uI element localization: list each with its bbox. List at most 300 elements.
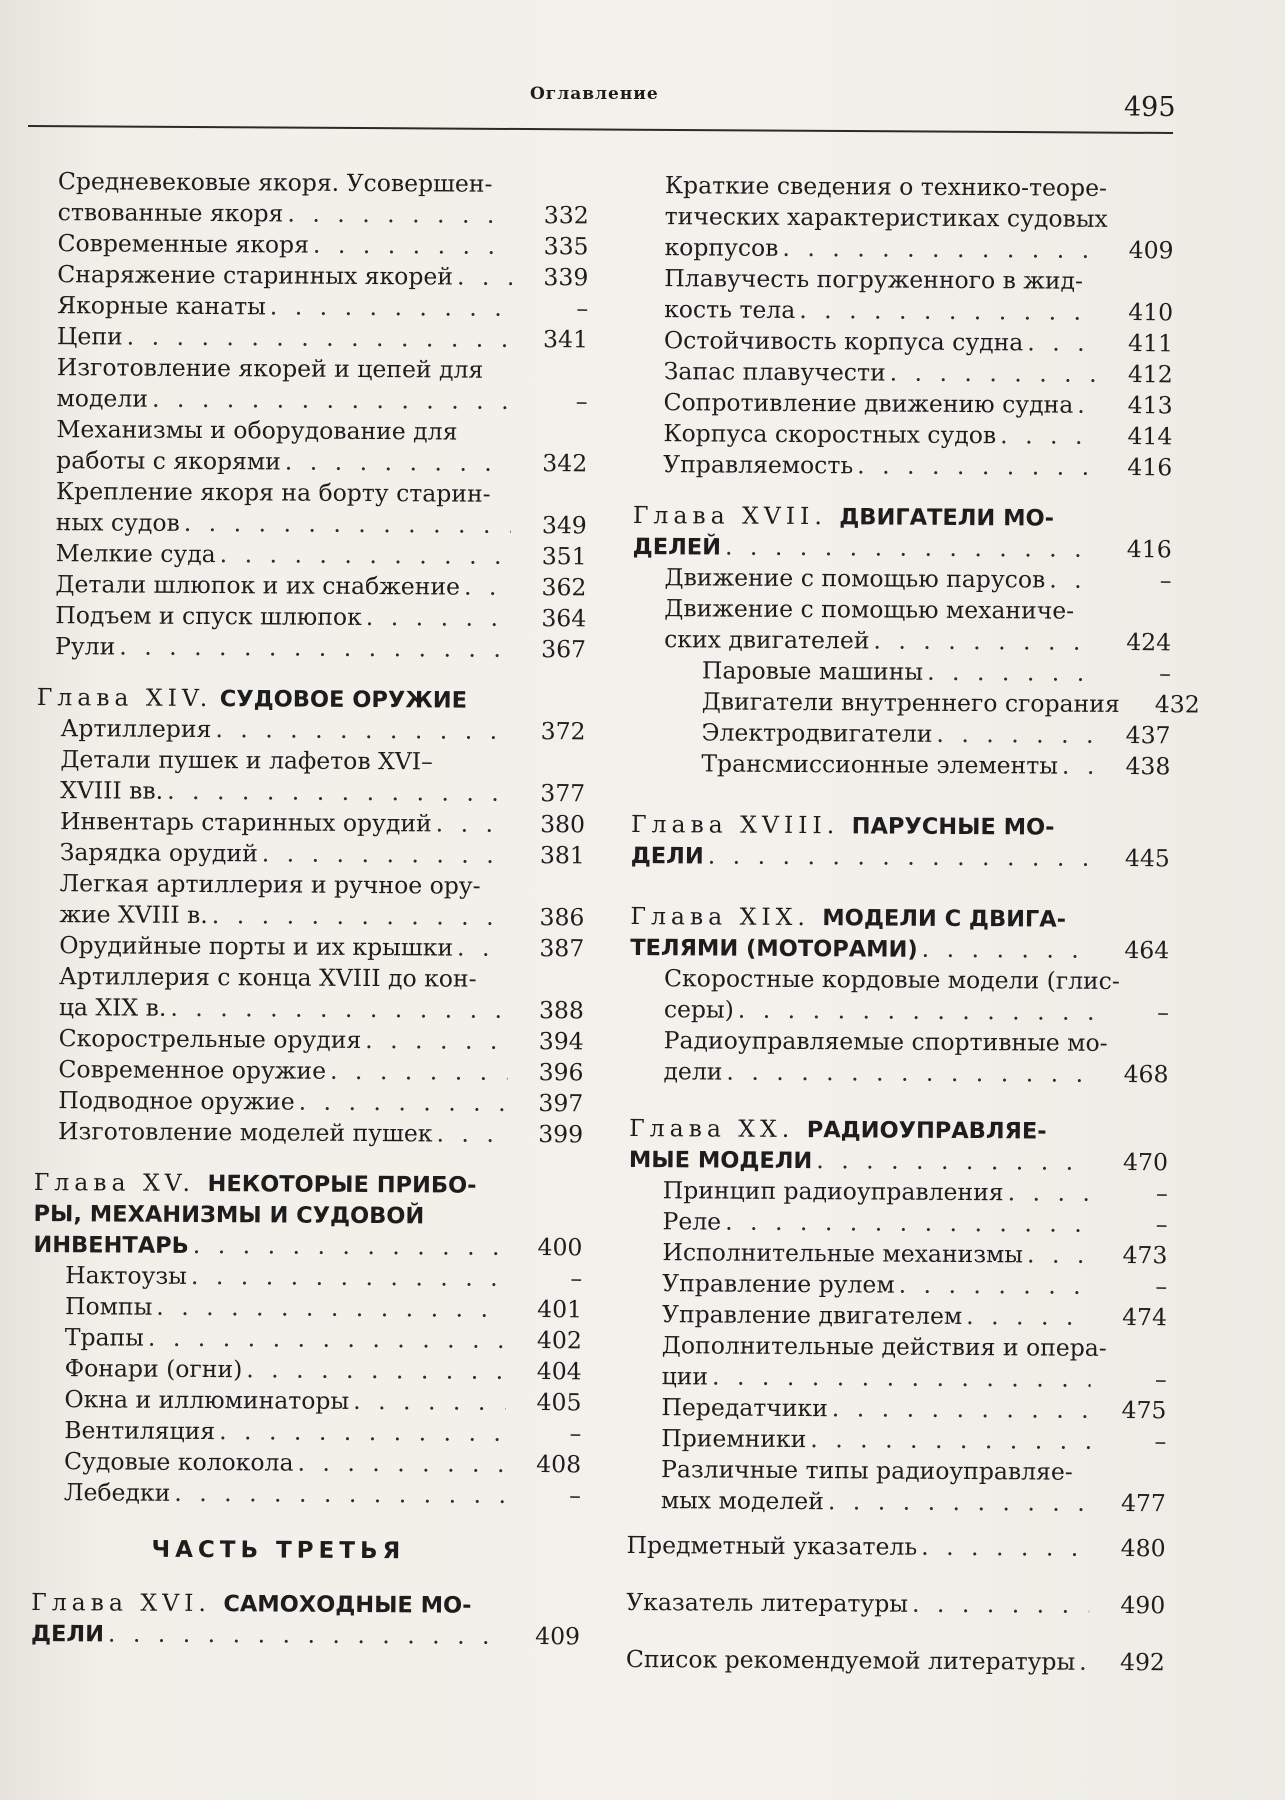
entry-title: Скорострельные орудия: [58, 1024, 362, 1054]
chapter-title: ДЕЛИ: [30, 1620, 105, 1648]
toc-entry: [64, 1446, 587, 1480]
chapter-label: Глава XVI.: [31, 1587, 224, 1618]
chapter-title: ДЕЛЕЙ: [632, 533, 722, 561]
toc-entry: [56, 352, 593, 417]
entry-row: [661, 1485, 1172, 1519]
entry-title: ных судов: [55, 508, 180, 537]
entry-row: [664, 994, 1175, 1028]
entry-row: [59, 930, 590, 964]
toc-entry: [663, 418, 1178, 452]
entry-row: [662, 1206, 1173, 1240]
dot-leader: [857, 450, 1096, 482]
entry-row: [65, 1322, 588, 1356]
dot-leader: [215, 714, 509, 747]
entry-row: [64, 1477, 587, 1511]
page-ref: 416: [1126, 535, 1172, 564]
entry-row: [627, 1530, 1172, 1564]
chapter-heading: [33, 1167, 589, 1263]
entry-title: Современные якоря: [57, 229, 310, 259]
entry-row: [57, 321, 594, 355]
entry-row: [663, 387, 1178, 421]
page-ref: –: [1154, 1365, 1167, 1394]
dot-leader: [127, 322, 512, 355]
toc-entry: [661, 1392, 1172, 1426]
entry-title-line: Скоростные кордовые модели (глис-: [663, 964, 1120, 995]
toc-entry: [56, 414, 593, 479]
page-ref: 477: [1120, 1488, 1166, 1518]
toc-entry: [55, 569, 592, 603]
page-ref: 377: [540, 779, 586, 808]
entry-row: [663, 449, 1178, 483]
entry-title: Список рекомендуемой литературы: [625, 1644, 1076, 1676]
dot-leader: [936, 719, 1094, 751]
entry-row: [663, 1056, 1174, 1090]
entry-row: [58, 1116, 589, 1150]
chapter-title: ИНВЕНТАРЬ: [33, 1231, 189, 1259]
chapter-heading-row: [629, 1144, 1174, 1178]
entry-title-line: Крепление якоря на борту старин-: [55, 477, 491, 508]
dot-leader: [966, 1301, 1091, 1333]
entry-row: [56, 538, 593, 572]
page-ref: 396: [538, 1058, 584, 1087]
entry-title: Зарядка орудий: [59, 838, 258, 868]
entry-row: [57, 290, 594, 324]
page-ref: 341: [543, 325, 589, 354]
entry-title-line: Механизмы и оборудование для: [56, 415, 458, 446]
page-ref: –: [1155, 1272, 1168, 1301]
page-ref: 381: [539, 841, 585, 870]
entry-row: [60, 713, 591, 747]
chapter-label: Глава XIX.: [630, 901, 823, 932]
dot-leader: [927, 657, 1095, 689]
dot-leader: [212, 900, 509, 933]
chapter-entries: [629, 963, 1175, 1090]
chapter-heading-row: [31, 1618, 586, 1652]
entry-title: ских двигателей: [664, 625, 870, 655]
chapter-heading: [37, 682, 592, 716]
page-ref: 416: [1127, 453, 1173, 482]
entry-row: [56, 383, 593, 417]
dot-leader: [457, 933, 508, 964]
dot-leader: [873, 625, 1095, 657]
page-ref: 394: [538, 1027, 584, 1056]
spacer: [626, 1618, 1171, 1647]
dot-leader: [816, 1145, 1092, 1178]
toc-entry: [60, 806, 591, 840]
entry-title-line: Плавучесть погруженного в жид-: [664, 264, 1084, 295]
entry-title: модели: [56, 384, 149, 413]
chapter-title: РАДИОУПРАВЛЯЕ-: [806, 1117, 1047, 1145]
dot-leader: [912, 1589, 1089, 1621]
dot-leader: [832, 1393, 1091, 1426]
running-head: Оглавление: [530, 84, 659, 104]
entry-title: Двигатели внутреннего сгорания: [701, 687, 1120, 718]
entry-row: [57, 228, 594, 262]
entry-row: [64, 1384, 587, 1418]
toc-entry: [64, 1384, 587, 1418]
chapter-title: МЫЕ МОДЕЛИ: [628, 1146, 813, 1175]
entry-title-line: Артиллерия с конца XVIII до кон-: [58, 962, 477, 993]
dot-leader: [119, 631, 510, 664]
toc-entry: [58, 1054, 589, 1088]
dot-leader: [152, 384, 512, 417]
page-ref: 470: [1123, 1148, 1169, 1177]
dot-leader: [921, 1532, 1090, 1564]
entry-title: Рули: [54, 632, 116, 661]
entry-title: Нактоузы: [65, 1261, 188, 1290]
page-ref: 349: [541, 511, 587, 540]
toc-entry: [55, 600, 592, 634]
dot-leader: [725, 532, 1096, 565]
toc-entry: [55, 631, 592, 665]
entry-title: Исполнительные механизмы: [662, 1238, 1024, 1269]
page-ref: 335: [543, 232, 589, 261]
toc-right-column: [625, 170, 1200, 1678]
entry-row: [664, 232, 1179, 266]
entry-row: [59, 1023, 590, 1057]
toc-entry: [664, 325, 1179, 359]
entry-title: дели: [663, 1057, 723, 1086]
chapter-label: Глава XVII.: [632, 500, 840, 531]
chapter-heading: [630, 901, 1175, 966]
entry-title-line: Дополнительные действия и опера-: [661, 1331, 1107, 1362]
page-ref: 438: [1125, 752, 1171, 781]
toc-entry: [58, 1116, 589, 1150]
chapter-heading-row: [633, 531, 1178, 565]
chapter-heading: [629, 1113, 1174, 1178]
toc-entry: [662, 1268, 1173, 1302]
chapter-heading-line: [633, 500, 1178, 534]
page-ref: 408: [536, 1450, 582, 1479]
entry-title: Снаряжение старинных якорей: [57, 260, 454, 291]
entry-row: [65, 1353, 588, 1387]
dot-leader: [167, 776, 509, 809]
entry-title: кость тела: [664, 295, 796, 324]
entry-row: [664, 325, 1179, 359]
page-ref: 468: [1123, 1060, 1169, 1089]
chapter-18: [631, 809, 1176, 874]
entry-row: [701, 717, 1176, 751]
chapter-17: [631, 500, 1200, 782]
dot-leader: [1079, 1647, 1089, 1678]
toc-entry: [65, 1291, 588, 1325]
entry-row: [702, 655, 1177, 689]
entry-title: Лебедки: [63, 1478, 171, 1507]
toc-section-anchors: [37, 166, 595, 665]
page-ref: 399: [538, 1120, 584, 1149]
dot-leader: [782, 233, 1097, 266]
dot-leader: [1000, 420, 1096, 452]
page-ref: 475: [1121, 1395, 1167, 1425]
page-ref: 404: [536, 1357, 582, 1386]
dot-leader: [219, 1416, 505, 1449]
toc-entry: [661, 1423, 1172, 1457]
entry-title: Инвентарь старинных орудий: [59, 807, 432, 838]
entry-title: ца XIX в.: [58, 993, 167, 1022]
dot-leader: [1062, 751, 1095, 782]
entry-row: [626, 1587, 1171, 1621]
page-ref: 400: [537, 1233, 583, 1262]
toc-entry: [64, 1415, 587, 1449]
page-ref: 414: [1127, 422, 1173, 451]
page-ref: 409: [535, 1622, 581, 1651]
page-ref: 332: [543, 201, 589, 230]
toc-entry: [57, 259, 594, 293]
chapter-entries: [34, 713, 592, 1150]
entry-title-line: Краткие сведения о технико-теоре-: [664, 171, 1108, 202]
entry-title-line: Средневековые якоря. Усовершен-: [57, 167, 493, 198]
dot-leader: [270, 291, 512, 323]
page-ref: 474: [1122, 1302, 1168, 1332]
entry-title: Указатель литературы: [626, 1587, 909, 1618]
entry-title: Движение с помощью парусов: [664, 563, 1046, 594]
header-rule: [28, 125, 1173, 134]
entry-row: [663, 1175, 1174, 1209]
toc-entry: [58, 1085, 589, 1119]
chapter-heading-row: [630, 932, 1175, 966]
entry-row: [60, 806, 591, 840]
toc-entry: [56, 538, 593, 572]
dot-leader: [708, 840, 1094, 873]
entry-row: [664, 294, 1179, 328]
page-ref: 412: [1127, 360, 1173, 389]
chapter-16: [31, 1587, 586, 1652]
entry-title-line: Детали пушек и лафетов XVI–: [60, 745, 433, 776]
toc-entry: [626, 1587, 1171, 1621]
dot-leader: [810, 1424, 1090, 1457]
toc-entry: [60, 744, 591, 809]
entry-row: [664, 356, 1179, 390]
toc-entry: [59, 868, 590, 933]
page-ref: 480: [1120, 1533, 1166, 1563]
entry-title: Подводное оружие: [58, 1086, 295, 1116]
toc-entry: [663, 1175, 1174, 1209]
dot-leader: [297, 1448, 505, 1480]
dot-leader: [457, 262, 513, 293]
entry-title: Паровые машины: [701, 656, 924, 686]
entry-title: Окна и иллюминаторы: [64, 1385, 350, 1415]
dot-leader: [799, 295, 1097, 328]
page-ref: 372: [540, 717, 586, 746]
dot-leader: [191, 1261, 506, 1294]
entry-title: Изготовление моделей пушек: [58, 1117, 433, 1148]
chapter-label: Глава XX.: [629, 1113, 807, 1144]
entry-row: [662, 1268, 1173, 1302]
dot-leader: [1027, 327, 1097, 358]
page-ref: –: [570, 1264, 583, 1293]
chapter-title: ТЕЛЯМИ (МОТОРАМИ): [630, 934, 918, 963]
toc-entry: [664, 593, 1177, 658]
chapter-entries: [627, 1175, 1174, 1519]
entry-title: Помпы: [64, 1292, 153, 1321]
chapter-label: Глава XIV.: [36, 682, 213, 713]
entry-row: [664, 624, 1177, 658]
dot-leader: [725, 1207, 1092, 1240]
page-ref: 405: [536, 1388, 582, 1417]
dot-leader: [1049, 565, 1095, 596]
entry-row: [64, 1446, 587, 1480]
entry-row: [60, 837, 591, 871]
page-ref: 437: [1125, 721, 1171, 750]
toc-entry: [59, 930, 590, 964]
entry-title: Судовые колокола: [64, 1447, 294, 1477]
entry-title: Остойчивость корпуса судна: [663, 326, 1024, 357]
entry-title: Управляемость: [663, 450, 854, 480]
toc-entry: [58, 166, 595, 231]
toc-entry: [57, 290, 594, 324]
entry-title: работы с якорями: [56, 446, 281, 476]
entry-title: XVIII вв.: [60, 776, 164, 805]
page-ref: 362: [541, 573, 587, 602]
entry-title: Передатчики: [661, 1393, 828, 1423]
dot-leader: [1008, 1177, 1092, 1209]
entry-row: [58, 1085, 589, 1119]
toc-entry: [702, 655, 1177, 689]
dot-leader: [287, 199, 512, 231]
chapter-heading: [633, 500, 1178, 565]
dot-leader: [1027, 1239, 1092, 1270]
toc-entry: [663, 449, 1178, 483]
entry-row: [661, 1423, 1172, 1457]
toc-entry: [65, 1353, 588, 1387]
entry-title-line: Радиоуправляемые спортивные мо-: [663, 1026, 1108, 1057]
chapter-title: ДВИГАТЕЛИ МО-: [839, 504, 1055, 532]
page-ref: 424: [1126, 628, 1172, 657]
page-ref: –: [1155, 1210, 1168, 1239]
chapter-title: САМОХОДНЫЕ МО-: [223, 1591, 472, 1619]
dot-leader: [436, 808, 509, 839]
dot-leader: [738, 995, 1093, 1028]
page-ref: 464: [1124, 936, 1170, 965]
page-ref: 397: [538, 1089, 584, 1118]
back-matter: [626, 1530, 1172, 1678]
entry-row: [55, 569, 592, 603]
entry-row: [701, 748, 1176, 782]
entry-row: [662, 1361, 1173, 1395]
toc-left-column: [31, 166, 595, 1652]
page-ref: –: [569, 1481, 581, 1510]
entry-row: [56, 445, 593, 479]
entry-title: Подъем и спуск шлюпок: [55, 601, 362, 631]
toc-entry: [65, 1322, 588, 1356]
part-heading: ЧАСТЬ ТРЕТЬЯ: [151, 1536, 406, 1565]
page-ref: –: [1159, 566, 1172, 595]
chapter-heading-line: [31, 1587, 586, 1621]
dot-leader: [246, 1354, 506, 1387]
page-ref: 342: [542, 449, 588, 478]
entry-row: [65, 1291, 588, 1325]
dot-leader: [890, 358, 1097, 390]
chapter-title: ДЕЛИ: [630, 842, 704, 870]
entry-title: Приемники: [661, 1424, 807, 1454]
toc-entry: [661, 1454, 1172, 1519]
chapter-subentries: [631, 655, 1200, 782]
page-ref: –: [575, 387, 588, 416]
dot-leader: [365, 1025, 508, 1057]
toc-entry: [701, 686, 1200, 720]
page-number: 495: [1124, 92, 1176, 123]
entry-title: Цепи: [56, 322, 123, 351]
entry-row: [59, 899, 590, 933]
entry-title: серы): [663, 995, 734, 1024]
toc-entry: [662, 1330, 1173, 1395]
entry-row: [56, 507, 593, 541]
toc-entry: [664, 356, 1179, 390]
chapter-heading-line: [629, 1113, 1174, 1147]
entry-title: Реле: [662, 1207, 722, 1236]
toc-entry: [59, 961, 590, 1026]
chapter-label: Глава XVIII.: [630, 809, 852, 840]
toc-entry: [664, 562, 1177, 596]
entry-title: Современное оружие: [58, 1055, 327, 1085]
toc-entry: [64, 1477, 587, 1511]
dot-leader: [174, 1478, 505, 1511]
page-ref: –: [1154, 1427, 1167, 1456]
chapter-title: СУДОВОЕ ОРУЖИЕ: [219, 686, 468, 714]
page-ref: –: [1159, 659, 1172, 688]
page-ref: 413: [1127, 391, 1173, 420]
chapter-heading: [31, 1587, 586, 1652]
entry-row: [663, 418, 1178, 452]
entry-title: Сопротивление движению судна: [663, 388, 1074, 419]
entry-row: [55, 600, 592, 634]
entry-row: [55, 631, 592, 665]
toc-entry: [663, 1025, 1174, 1090]
page-ref: 445: [1124, 844, 1170, 873]
chapter-14: [34, 682, 592, 1150]
entry-title: Вентиляция: [64, 1416, 216, 1446]
entry-title-line: тических характеристиках судовых: [664, 202, 1108, 233]
dot-leader: [828, 1486, 1090, 1519]
entry-row: [60, 775, 591, 809]
toc-entry: [662, 1206, 1173, 1240]
chapter-20: [627, 1113, 1174, 1519]
toc-entry: [701, 748, 1176, 782]
entry-row: [58, 197, 595, 231]
page-ref: 410: [1128, 298, 1174, 327]
chapter-heading-row: [33, 1229, 588, 1263]
page-ref: 387: [539, 934, 585, 963]
dot-leader: [262, 838, 509, 871]
entry-title-line: Изготовление якорей и цепей для: [56, 353, 484, 384]
entry-row: [662, 1237, 1173, 1271]
entry-title: Детали шлюпок и их снабжение: [55, 570, 461, 601]
entry-title: Корпуса скоростных судов: [663, 419, 997, 450]
toc-entry: [60, 837, 591, 871]
spacer: [626, 1561, 1171, 1590]
entry-row: [662, 1299, 1173, 1333]
page-ref: 492: [1119, 1647, 1165, 1677]
toc-entry: [664, 963, 1175, 1028]
dot-leader: [156, 1292, 506, 1325]
toc-entry: [59, 1023, 590, 1057]
page-ref: 364: [541, 604, 587, 633]
toc-entry: [627, 1530, 1172, 1564]
dot-leader: [193, 1230, 507, 1263]
entry-title: Трансмиссионные элементы: [701, 749, 1059, 780]
page-ref: 380: [540, 810, 586, 839]
page-ref: 386: [539, 903, 585, 932]
entry-row: [65, 1260, 588, 1294]
dot-leader: [285, 447, 512, 479]
entry-title: Орудийные порты и их крышки: [59, 931, 454, 962]
page-ref: –: [1155, 1179, 1168, 1208]
toc-entry: [662, 1299, 1173, 1333]
toc-entry: [701, 717, 1176, 751]
dot-leader: [184, 508, 511, 541]
dot-leader: [220, 539, 511, 572]
toc-section-hull: [633, 170, 1180, 483]
